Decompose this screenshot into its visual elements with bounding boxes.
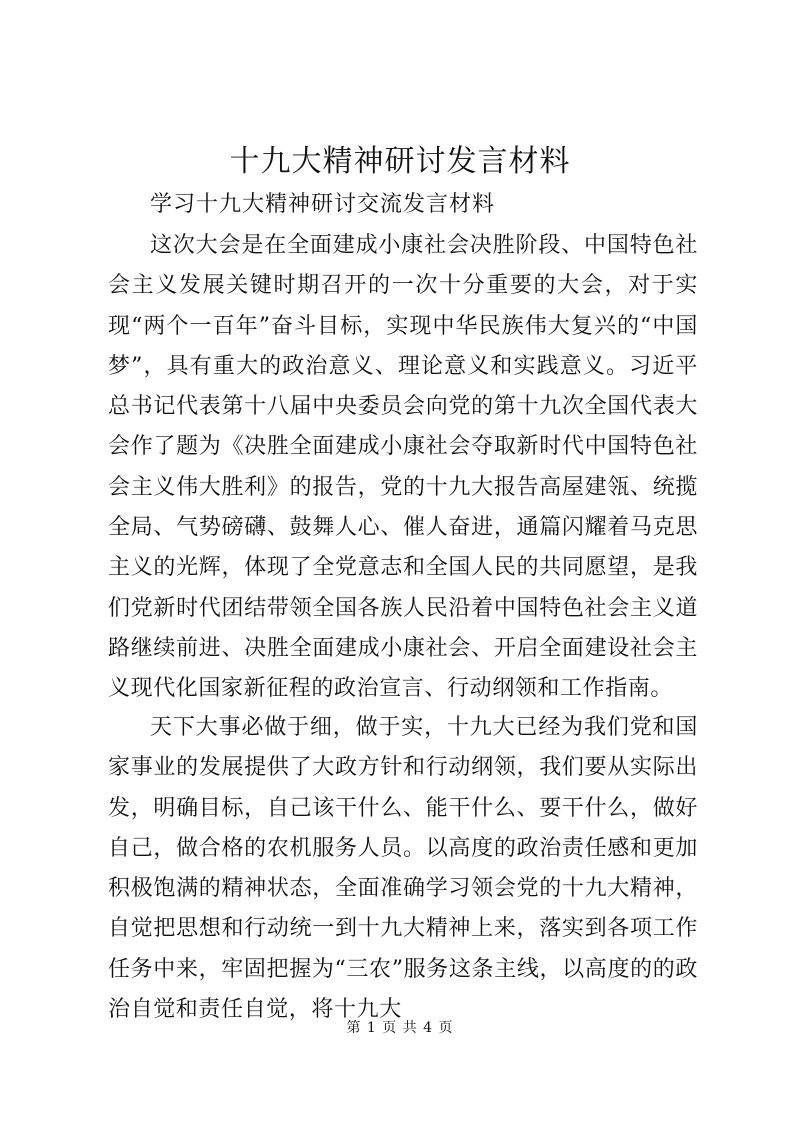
body-paragraph: 天下大事必做于细，做于实，十九大已经为我们党和国家事业的发展提供了大政方针和行动纲领，我们要从实际出发，明确目标，自己该干什么、能干什么、要干什么，做好自己，做合格的农机服务人员。以高度的政治责任感和更加积极饱满的精神状态，全面准确学习领会党的十九大精神，自觉把思想和行动统一到十九大精神上来，落实到各项工作任务中来，牢固把握为“三农”服务这条主线，以高度的的政治自觉和责任自觉，将十九大: [108, 715, 698, 1023]
page-footer: 第 1 页 共 4 页: [346, 1020, 454, 1036]
body-paragraph: 这次大会是在全面建成小康社会决胜阶段、中国特色社会主义发展关键时期召开的一次十分重要的大会，对于实现“两个一百年”奋斗目标，实现中华民族伟大复兴的“中国梦”，具有重大的政治意义、理论意义和实践意义。习近平总书记代表第十八届中央委员会向党的第十九次全国代表大会作了题为《决胜全面建成小康社会夺取新时代中国特色社会主义伟大胜利》的报告，党的十九大报告高屋建瓴、统揽全局、气势磅礴、鼓舞人心、催人奋进，通篇闪耀着马克思主义的光辉，体现了全党意志和全国人民的共同愿望，是我们党新时代团结带领全国各族人民沿着中国特色社会主义道路继续前进、决胜全面建成小康社会、开启全面建设社会主义现代化国家新征程的政治宣言、行动纲领和工作指南。: [108, 233, 698, 702]
document-title: 十九大精神研讨发言材料: [229, 144, 571, 179]
document-subtitle: 学习十九大精神研讨交流发言材料: [150, 192, 496, 217]
